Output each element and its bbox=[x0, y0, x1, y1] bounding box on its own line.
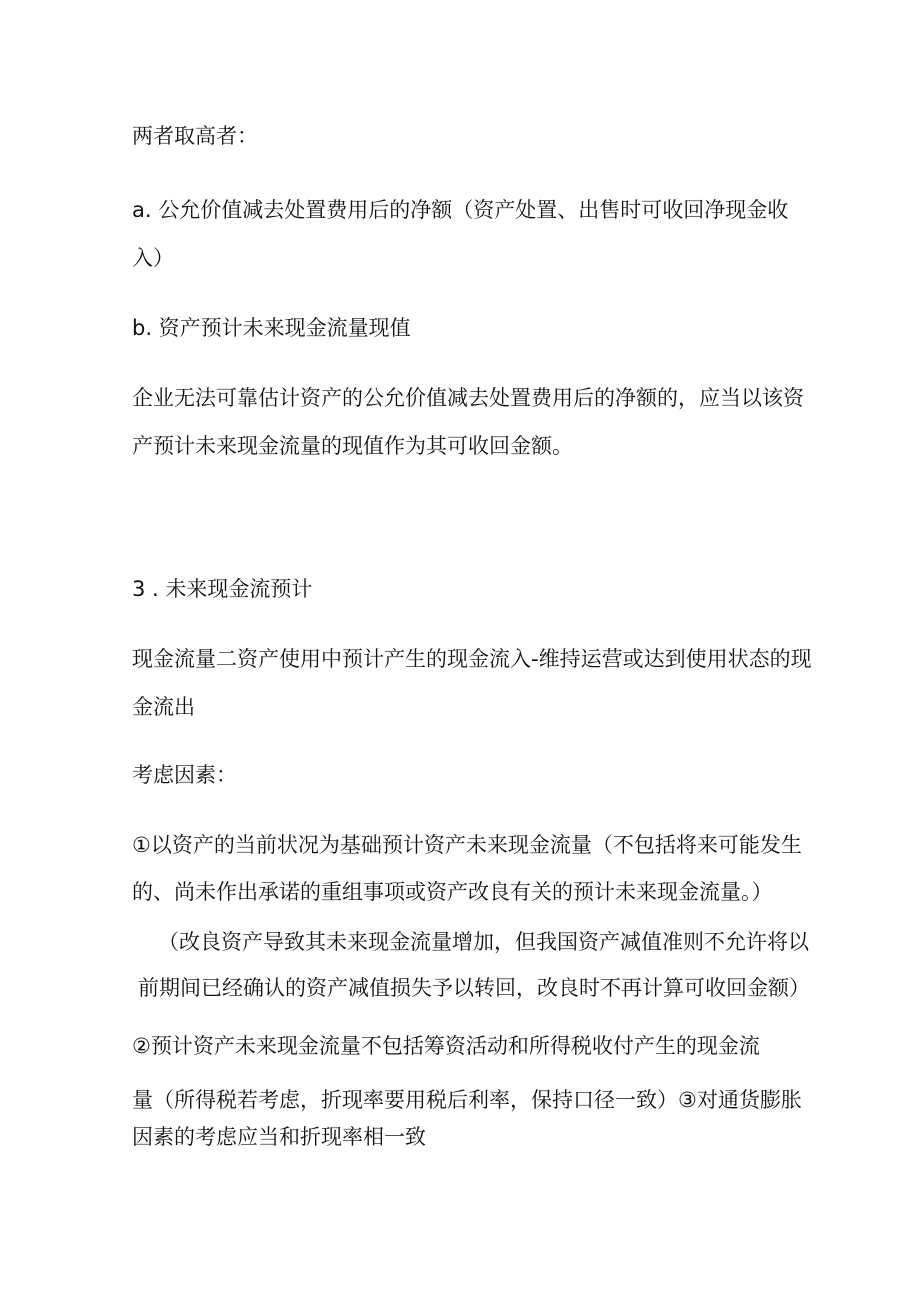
text-line-item-a-cont: 入） bbox=[132, 246, 174, 270]
text-line-heading-higher: 两者取高者： bbox=[132, 124, 258, 148]
text-line-factor-2-cont: 量（所得税若考虑，折现率要用税后利率，保持口径一致）③对通货膨胀 bbox=[132, 1088, 802, 1112]
text-line-paragraph-1: 企业无法可靠估计资产的公允价值减去处置费用后的净额的，应当以该资 bbox=[132, 386, 804, 410]
text-line-factor-3-cont: 因素的考虑应当和折现率相一致 bbox=[132, 1125, 426, 1149]
text-line-paragraph-1-cont: 产预计未来现金流量的现值作为其可收回金额。 bbox=[132, 434, 573, 458]
text-line-cashflow-def-cont: 金流出 bbox=[132, 695, 195, 719]
text-line-note: （改良资产导致其未来现金流量增加，但我国资产减值准则不允许将以 bbox=[158, 930, 809, 954]
text-line-factor-1: ①以资产的当前状况为基础预计资产未来现金流量（不包括将来可能发生 bbox=[132, 833, 802, 857]
text-line-cashflow-def: 现金流量二资产使用中预计产生的现金流入-维持运营或达到使用状态的现 bbox=[132, 647, 812, 671]
text-line-factor-1-cont: 的、尚未作出承诺的重组事项或资产改良有关的预计未来现金流量。） bbox=[132, 880, 773, 904]
text-line-note-cont: 前期间已经确认的资产减值损失予以转回，改良时不再计算可收回金额） bbox=[138, 976, 810, 1000]
text-line-item-a: a. 公允价值减去处置费用后的净额（资产处置、出售时可收回净现金收 bbox=[132, 198, 789, 222]
section-heading-3: 3 . 未来现金流预计 bbox=[132, 577, 313, 601]
text-line-factor-2: ②预计资产未来现金流量不包括筹资活动和所得税收付产生的现金流 bbox=[132, 1034, 760, 1058]
text-line-item-b: b. 资产预计未来现金流量现值 bbox=[132, 316, 411, 340]
text-line-factors-heading: 考虑因素： bbox=[132, 763, 237, 787]
